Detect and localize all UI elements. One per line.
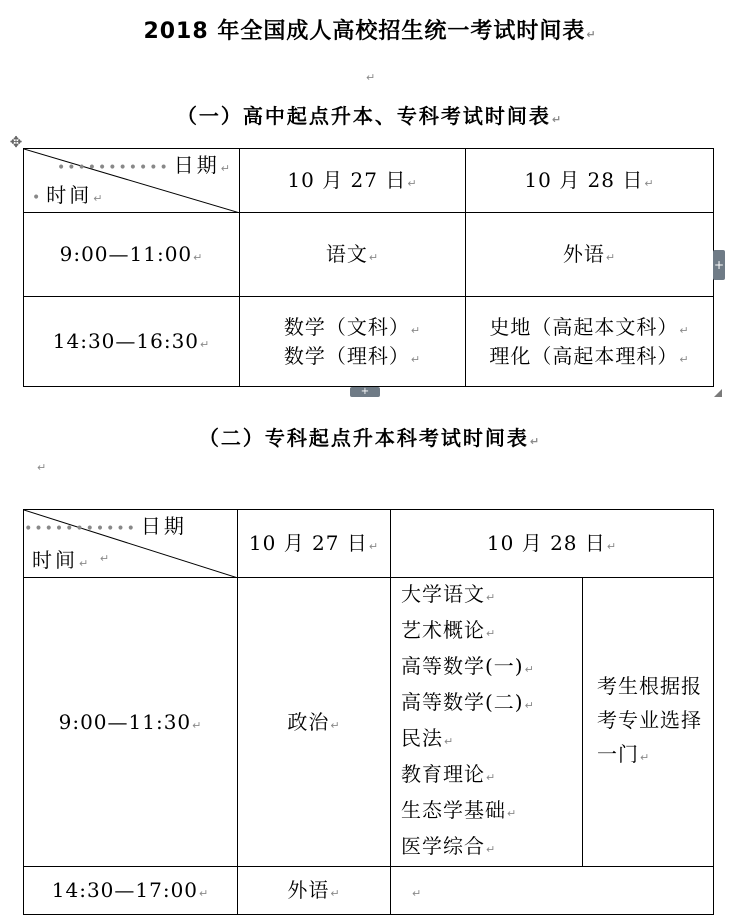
subject-cell: 政治↵: [238, 578, 391, 867]
subject-cell: 数学（文科）↵ 数学（理科）↵: [240, 297, 466, 387]
header-diagonal-cell: [24, 510, 238, 578]
add-column-handle-icon[interactable]: +: [713, 250, 725, 280]
section-1-title-text: （一）高中起点升本、专科考试时间表: [176, 104, 551, 128]
subject-cell: 外语↵: [466, 213, 714, 297]
time-axis-label: • 时间↵: [32, 183, 106, 207]
header-day-2: 10 月 28 日↵: [391, 510, 714, 578]
document-title-text: 2018 年全国成人高校招生统一考试时间表: [143, 19, 586, 44]
header-day-1: 10 月 27 日↵: [240, 149, 466, 213]
time-slot-afternoon: 14:30—17:00↵: [24, 867, 238, 915]
subject-cell: 史地（高起本文科）↵ 理化（高起本理科）↵: [466, 297, 714, 387]
list-item: 艺术概论↵: [401, 618, 497, 642]
list-item: 生态学基础↵: [401, 798, 518, 822]
list-item: 教育理论↵: [401, 762, 497, 786]
header-diagonal-cell: [24, 149, 240, 213]
selection-note: 考生根据报考专业选择一门↵: [583, 578, 714, 867]
date-axis-label: ••••••••••• 日期↵: [24, 514, 187, 565]
empty-paragraph: ↵: [37, 461, 47, 474]
date-axis-label: ••••••••••• 日期↵: [56, 153, 233, 177]
empty-cell: ↵: [391, 867, 714, 915]
header-day-1: 10 月 27 日↵: [238, 510, 391, 578]
list-item: 医学综合↵: [401, 834, 497, 858]
time-axis-label: 时间↵: [32, 548, 92, 572]
time-slot-morning: 9:00—11:30↵: [24, 578, 238, 867]
list-item: 高等数学(一)↵: [401, 654, 535, 678]
section-2-title-text: （二）专科起点升本科考试时间表: [198, 426, 529, 450]
list-item: 高等数学(二)↵: [401, 690, 535, 714]
list-item: 大学语文↵: [401, 582, 497, 606]
time-slot-morning: 9:00—11:00↵: [24, 213, 240, 297]
elective-subject-list: [391, 578, 583, 867]
table-resize-handle-icon[interactable]: [714, 389, 722, 397]
empty-paragraph: ↵: [366, 71, 376, 84]
section-1-title: （一）高中起点升本、专科考试时间表↵: [176, 104, 564, 128]
add-row-handle-icon[interactable]: +: [350, 387, 380, 397]
header-day-2: 10 月 28 日↵: [466, 149, 714, 213]
schedule-table-1: [23, 148, 714, 387]
list-item: 民法↵: [401, 726, 455, 750]
table-move-handle-icon[interactable]: ✥: [9, 133, 23, 151]
time-slot-afternoon: 14:30—16:30↵: [24, 297, 240, 387]
subject-cell: 语文↵: [240, 213, 466, 297]
document-title: 2018 年全国成人高校招生统一考试时间表↵: [143, 19, 597, 44]
section-2-title: （二）专科起点升本科考试时间表↵: [198, 426, 542, 450]
schedule-table-2: [23, 509, 714, 915]
subject-cell: 外语↵: [238, 867, 391, 915]
